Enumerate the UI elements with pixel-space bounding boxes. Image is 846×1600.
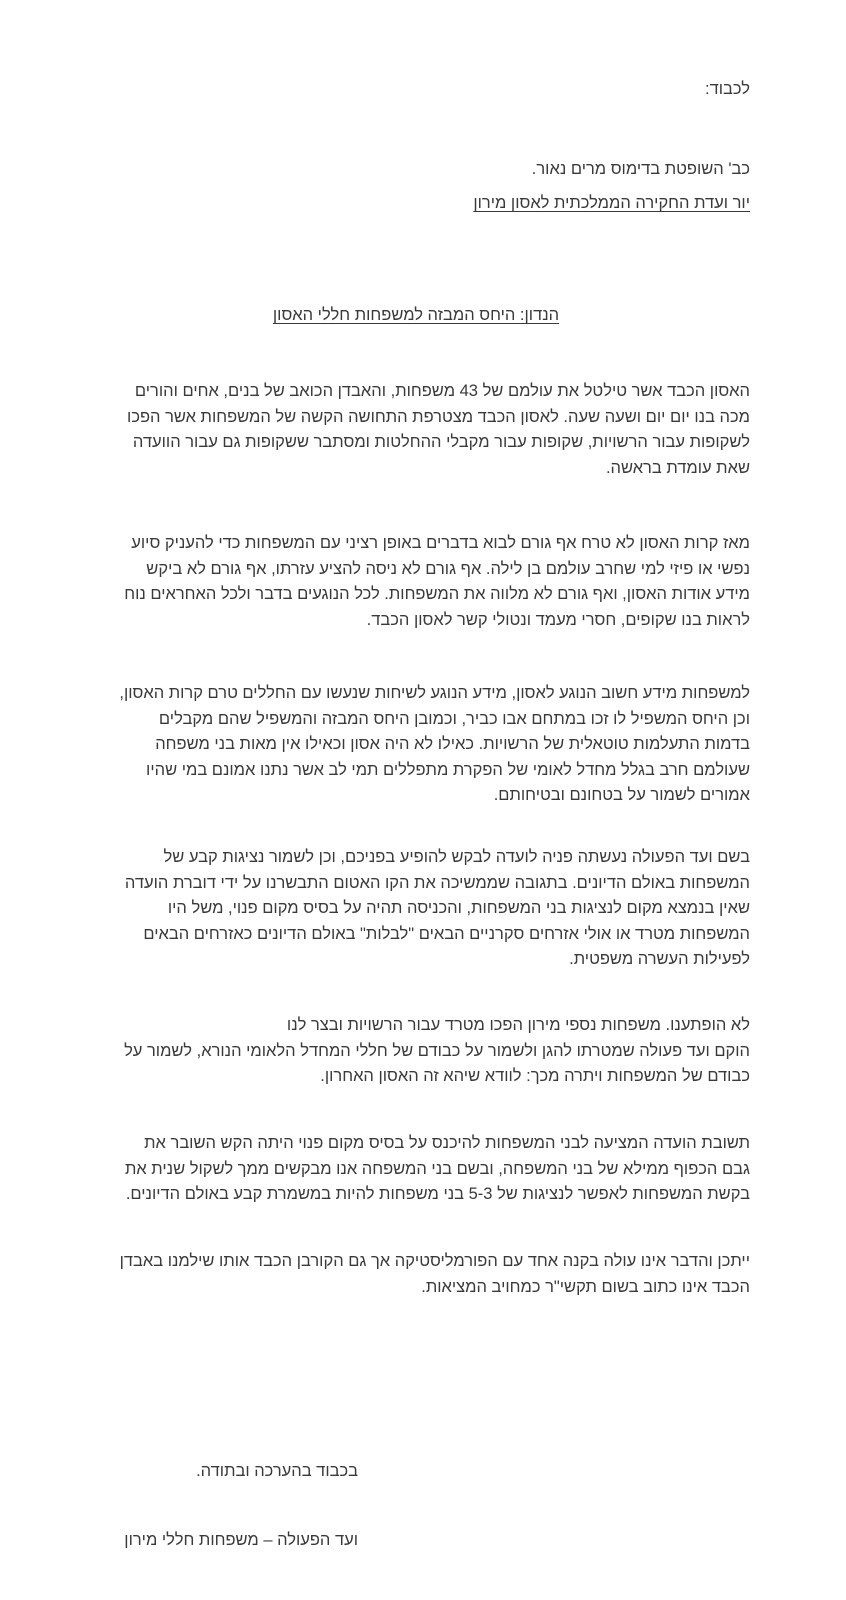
paragraph-line: בקשת המשפחות לאפשר לנציגות של 5-3 בני משפחות להיות במשמרת קבע באולם הדיונים. [125, 1185, 750, 1203]
paragraph-line: מאז קרות האסון לא טרח אף גורם לבוא בדברים באופן רציני עם המשפחות כדי להעניק סיוע [131, 534, 750, 552]
paragraph-line: הוקם ועד פעולה שמטרתו להגן ולשמור על כבודם של חללי המחדל הלאומי הנורא, לשמור על [124, 1041, 750, 1060]
paragraph-line: לא הופתענו. משפחות נספי מירון הפכו מטרד עבור הרשויות ובצר לנו [286, 1016, 750, 1034]
paragraph-line: המשפחות מטרד או אולי אזרחים סקרניים הבאים "לבלות" באולם הדיונים כאזרחים הבאים [143, 924, 750, 943]
paragraph-line: שאין בנמצא מקום לנציגות בני המשפחות, והכניסה תהיה על בסיס מקום פנוי, משל היו [167, 899, 750, 917]
paragraph-line: שאת עומדת בראשה. [605, 458, 750, 477]
paragraph-line: אמורים לשמור על בטחונם ובטיחותם. [493, 786, 750, 804]
paragraph-5 [100, 1013, 750, 1090]
paragraph-3 [100, 681, 750, 809]
signature: ועד הפעולה – משפחות חללי מירון [124, 1531, 358, 1549]
salutation: לכבוד: [705, 80, 750, 98]
paragraph-line: בשם ועד הפעולה נעשתה פניה לועדה לבקש להופיע בפניכם, וכן לשמור נציגות קבע של [163, 848, 750, 866]
paragraph-line: מכה בנו יום יום ושעה שעה. לאסון הכבד מצטרפת התחושה הקשה של המשפחות אשר הפכו [127, 407, 750, 426]
paragraph-line: כבודם של המשפחות ויתרה מכך: לוודא שיהא זה האסון האחרון. [320, 1067, 750, 1085]
paragraph-1 [100, 379, 750, 481]
paragraph-2 [100, 531, 750, 633]
recipient-name: כב' השופטת בדימוס מרים נאור. [531, 160, 750, 178]
paragraph-6 [100, 1131, 750, 1208]
paragraph-line: לראות בנו שקופים, חסרי מעמד ונטולי קשר לאסון הכבד. [366, 610, 750, 629]
paragraph-line: המשפחות באולם הדיונים. בתגובה שממשיכה את הקו האטום התבשרנו על ידי דוברת הועדה [124, 873, 750, 892]
paragraph-line: הכבד אינו כתוב בשום תקשי"ר כמחויב המציאות. [421, 1277, 750, 1296]
paragraph-line: שעולמם חרב בגלל מחדל לאומי של הפקרת מתפללים תמי לב אשר נתנו אמונם במי שהיו [146, 760, 750, 779]
subject-text: הנדון: היחס המבזה למשפחות חללי האסון [272, 306, 560, 324]
paragraph-line: גבם הכפוף ממילא של בני המשפחה, ובשם בני המשפחה אנו מבקשים ממך לשקול שנית את [124, 1159, 750, 1178]
subject-line [0, 306, 846, 325]
paragraph-7 [100, 1249, 750, 1300]
paragraph-line: האסון הכבד אשר טילטל את עולמם של 43 משפחות, והאבדן הכואב של בנים, אחים והורים [134, 382, 750, 400]
recipient-title: יור ועדת החקירה הממלכתית לאסון מירון [473, 194, 750, 212]
paragraph-line: תשובת הועדה המציעה לבני המשפחות להיכנס על בסיס מקום פנוי היתה הקש השובר את [144, 1134, 750, 1152]
paragraph-line: מידע אודות האסון, ואף גורם לא מלווה את המשפחות. לכל הנוגעים בדבר ולכל האחראים נוח [124, 585, 750, 603]
closing-line: בכבוד בהערכה ובתודה. [196, 1462, 358, 1480]
paragraph-4 [100, 845, 750, 973]
paragraph-line: למשפחות מידע חשוב הנוגע לאסון, מידע הנוגע לשיחות שנעשו עם החללים טרם קרות האסון, [119, 684, 750, 702]
paragraph-line: לפעילות העשרה משפטית. [569, 950, 750, 968]
paragraph-line: ייתכן והדבר אינו עולה בקנה אחד עם הפורמליסטיקה אך גם הקורבן הכבד אותו שילמנו באבדן [119, 1252, 750, 1270]
paragraph-line: וכן היחס המשפיל לו זכו במתחם אבו כביר, וכמובן היחס המבזה והמשפיל שהם מקבלים [158, 709, 750, 728]
paragraph-line: נפשי או פיזי למי שחרב עולמם בן לילה. אף גורם לא ניסה להציע עזרתו, אף גורם לא ביקש [146, 559, 750, 578]
paragraph-line: לשקופות עבור הרשויות, שקופות עבור מקבלי ההחלטות ומסתבר ששקופות גם עבור הוועדה [132, 433, 750, 451]
paragraph-line: בדמות התעלמות טוטאלית של הרשויות. כאילו לא היה אסון וכאילו אין מאות בני משפחה [155, 735, 750, 753]
